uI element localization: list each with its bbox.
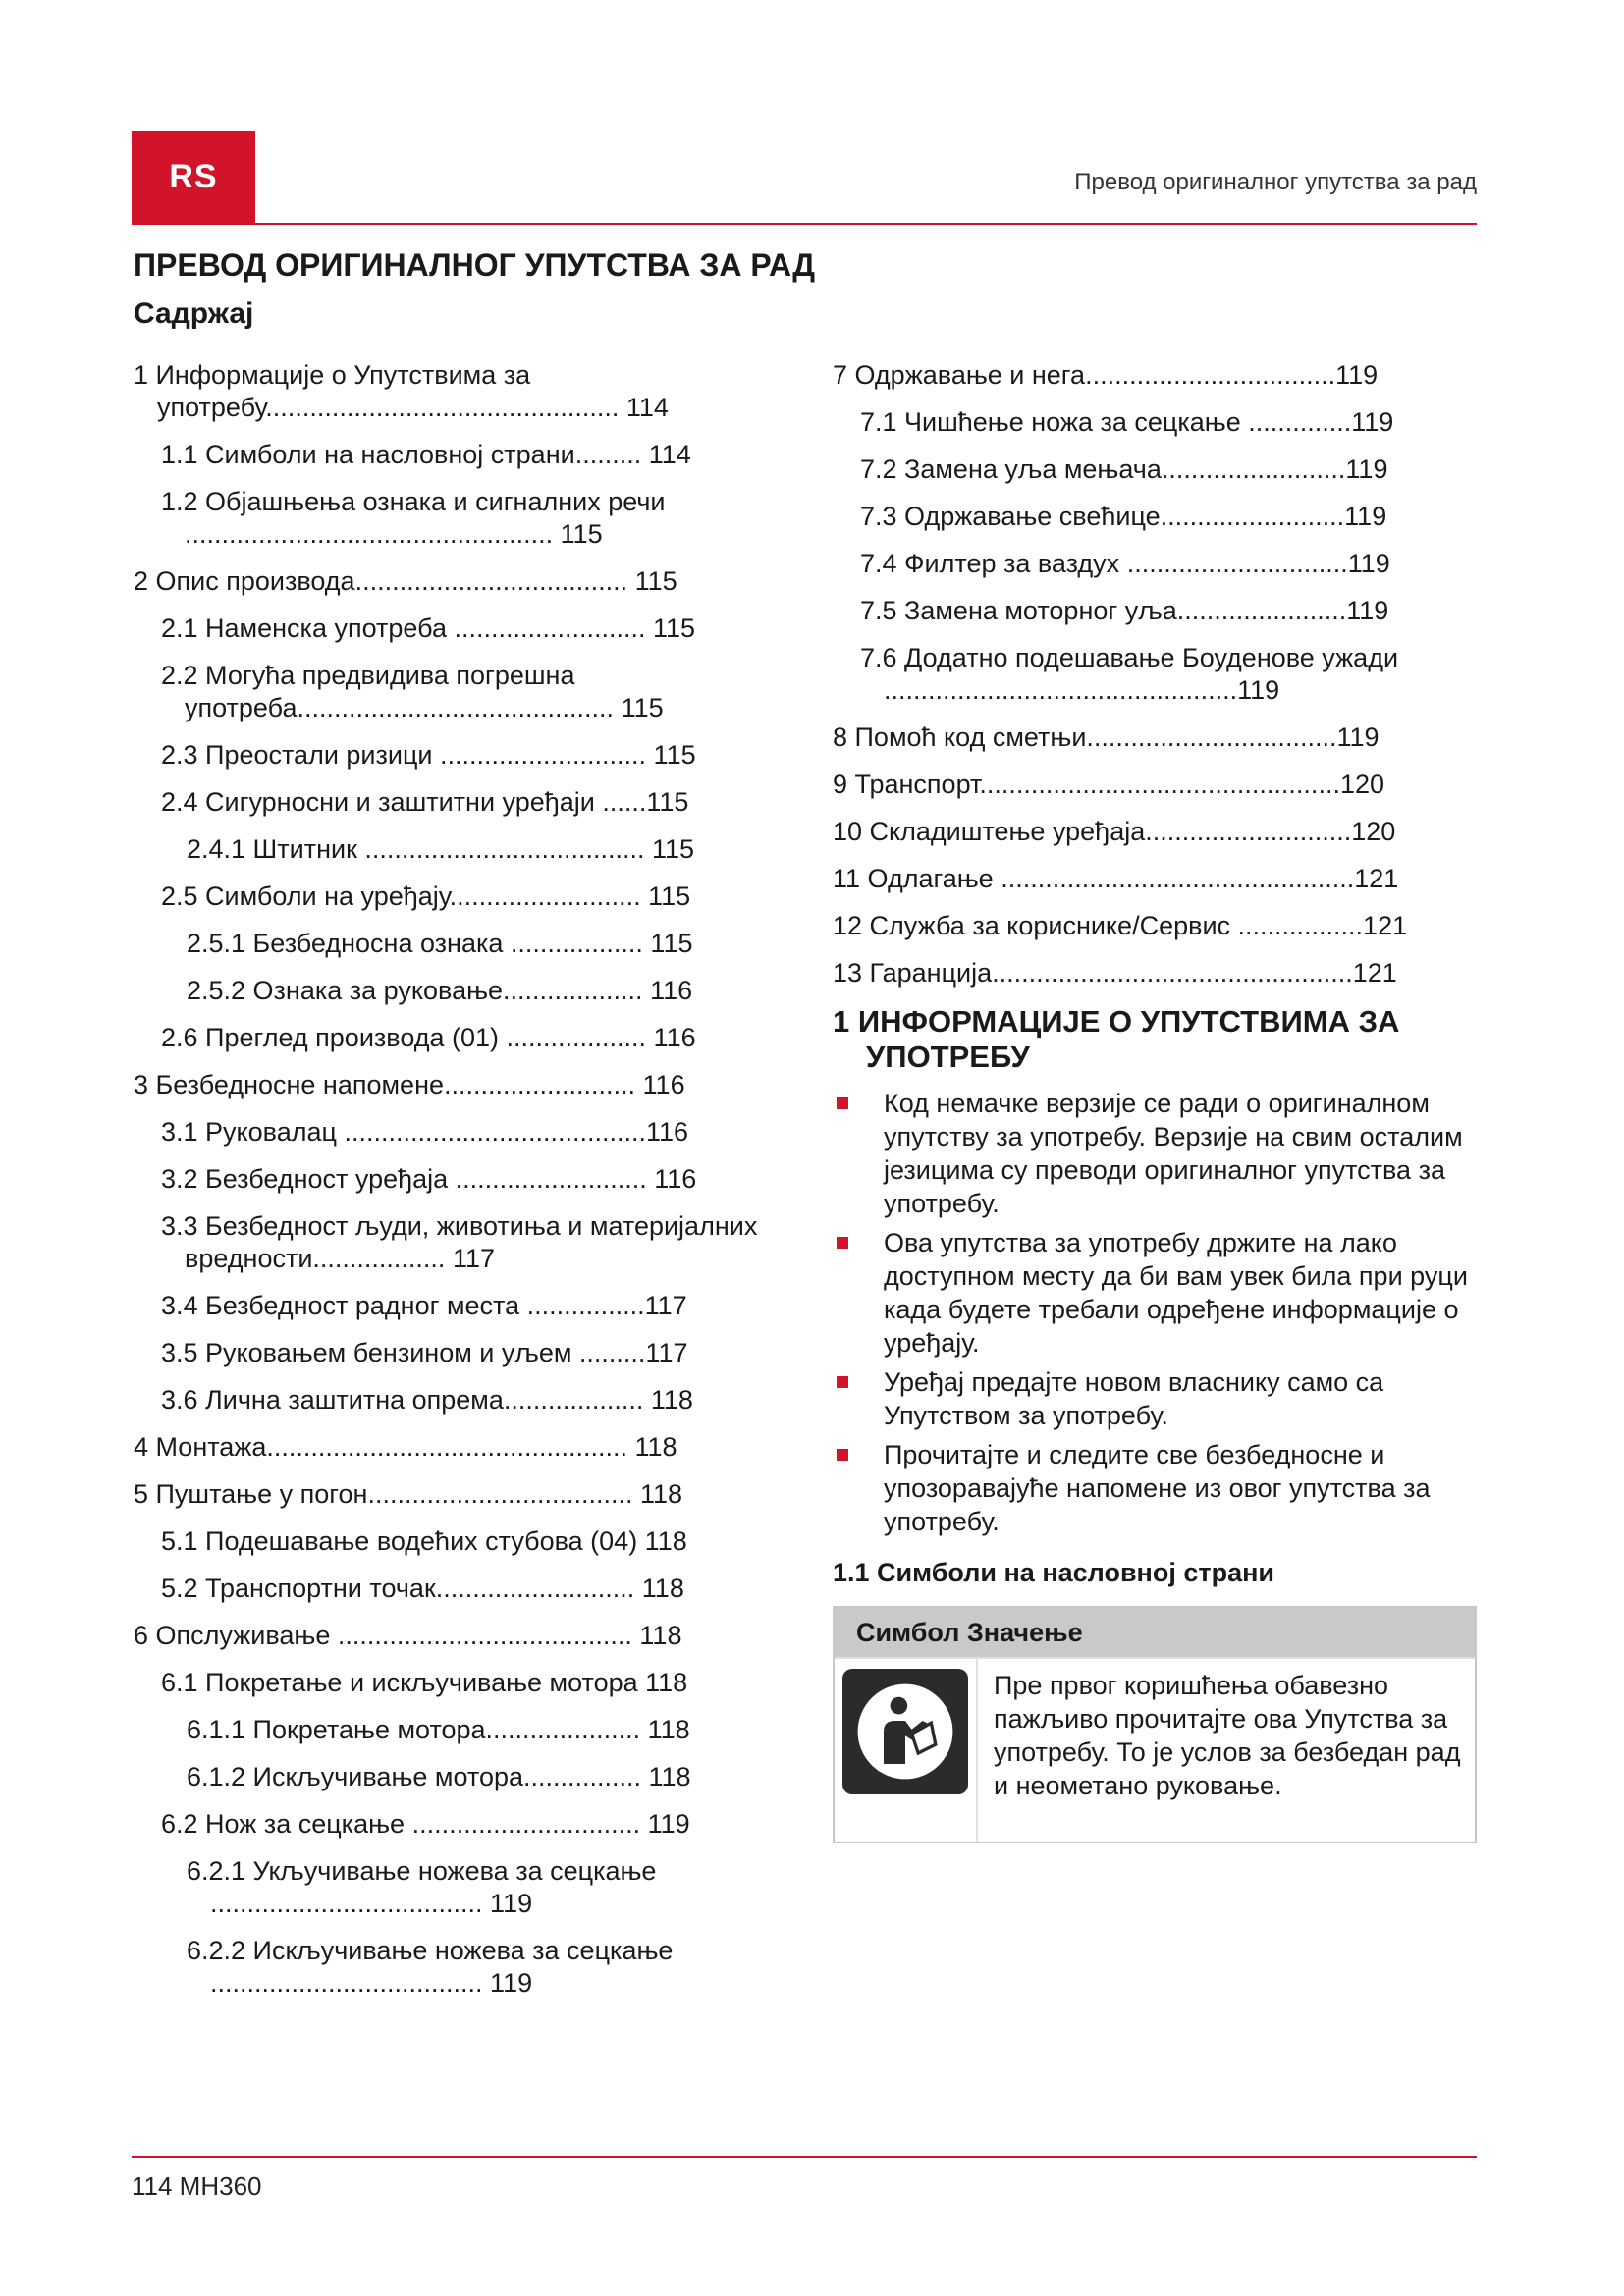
symbol-meaning: Пре првог коришћења обавезно пажљиво прочитајте ова Упутства за употребу. То је услов за безбедан рад и неометано руковање. — [994, 1671, 1461, 1800]
toc-entry[interactable]: 3.2 Безбедност уређаја .......................... 116 — [161, 1164, 697, 1194]
toc-entry[interactable]: 6.2.1 Укључивање ножева за сецкање ..................................... 119 — [187, 1856, 657, 1918]
toc-entry[interactable]: 6.1 Покретање и искључивање мотора 118 — [161, 1668, 688, 1697]
toc-entry[interactable]: 6.1.1 Покретање мотора..................... 118 — [187, 1715, 690, 1744]
section-1-bullets — [833, 1087, 1477, 1538]
toc-entry[interactable]: 7 Одржавање и нега..................................119 — [833, 360, 1379, 390]
toc-entry[interactable]: 3.4 Безбедност радног места ................117 — [161, 1291, 687, 1320]
symbol-table — [833, 1606, 1477, 1843]
read-manual-icon — [842, 1669, 968, 1794]
bullet-item: Уређај предајте новом власнику само са Упутством за употребу. — [833, 1365, 1477, 1432]
toc-entry[interactable]: 7.6 Додатно подешавање Боуденове ужади ................................................119 — [860, 643, 1399, 705]
toc-entry[interactable]: 2.5.2 Ознака за руковање................... 116 — [187, 976, 693, 1005]
toc-entry[interactable]: 2 Опис производа..................................... 115 — [134, 566, 677, 596]
toc-entry[interactable]: 1.1 Симболи на насловној страни......... 114 — [161, 440, 691, 469]
toc-list-left — [134, 359, 782, 2000]
bullet-item: Прочитајте и следите све безбедносне и упозоравајуће напомене из овог упутства за употребу. — [833, 1438, 1477, 1538]
toc-entry[interactable]: 3.3 Безбедност људи, животиња и материјалних вредности.................. 117 — [161, 1211, 758, 1273]
toc-entry[interactable]: 7.3 Одржавање свећице.........................119 — [860, 502, 1387, 531]
toc-entry[interactable]: 8 Помоћ код сметњи..................................119 — [833, 722, 1380, 752]
page-footer: 114 MH360 — [132, 2171, 262, 2201]
toc-entry[interactable]: 2.5 Симболи на уређају.......................... 115 — [161, 881, 691, 911]
page-title: ПРЕВОД ОРИГИНАЛНОГ УПУТСТВА ЗА РАД — [134, 247, 816, 283]
symbol-cell — [835, 1659, 978, 1842]
toc-entry[interactable]: 10 Складиштење уређаја............................120 — [833, 817, 1396, 846]
language-badge: RS — [132, 131, 255, 223]
symbol-table-header: Симбол Значење — [835, 1608, 1475, 1657]
toc-entry[interactable]: 5 Пуштање у погон.................................... 118 — [134, 1479, 683, 1509]
header-divider — [132, 223, 1477, 225]
toc-entry[interactable]: 6.2 Нож за сецкање ............................... 119 — [161, 1809, 690, 1839]
toc-list-right — [833, 359, 1477, 989]
toc-entry[interactable]: 7.2 Замена уља мењача.........................119 — [860, 454, 1388, 484]
toc-entry[interactable]: 2.3 Преостали ризици ............................ 115 — [161, 740, 696, 770]
toc-entry[interactable]: 6.2.2 Искључивање ножева за сецкање ..................................... 119 — [187, 1936, 674, 1998]
toc-heading: Садржај — [134, 297, 254, 330]
toc-entry[interactable]: 3 Безбедносне напомене.......................... 116 — [134, 1070, 685, 1099]
running-header-title: Превод оригиналног упутства за рад — [1074, 169, 1477, 195]
toc-entry[interactable]: 6.1.2 Искључивање мотора................ 118 — [187, 1762, 691, 1791]
toc-entry[interactable]: 13 Гаранција.................................................121 — [833, 958, 1397, 988]
toc-entry[interactable]: 6 Опслуживање ........................................ 118 — [134, 1621, 682, 1650]
footer-divider — [132, 2156, 1477, 2158]
toc-entry[interactable]: 11 Одлагање ................................................121 — [833, 864, 1399, 893]
toc-entry[interactable]: 1 Информације о Упутствима за употребу................................................ 114 — [134, 360, 669, 422]
toc-entry[interactable]: 2.4 Сигурносни и заштитни уређаји ......115 — [161, 787, 689, 817]
bullet-item: Ова упутства за употребу држите на лако доступном месту да би вам увек била при руци када будете требали одређене информације о уређају. — [833, 1226, 1477, 1360]
toc-entry[interactable]: 1.2 Објашњења ознака и сигналних речи .................................................. 115 — [161, 487, 666, 549]
toc-entry[interactable]: 9 Транспорт.................................................120 — [833, 770, 1384, 799]
toc-entry[interactable]: 2.4.1 Штитник ...................................... 115 — [187, 834, 695, 864]
toc-entry[interactable]: 7.5 Замена моторног уља.......................119 — [860, 596, 1389, 625]
toc-entry[interactable]: 3.6 Лична заштитна опрема................... 118 — [161, 1385, 693, 1415]
toc-entry[interactable]: 2.5.1 Безбедносна ознака .................. 115 — [187, 929, 693, 958]
toc-entry[interactable]: 5.1 Подешавање водећих стубова (04) 118 — [161, 1526, 687, 1556]
section-1-1-heading: 1.1 Симболи на насловној страни — [833, 1558, 1275, 1587]
toc-entry[interactable]: 2.1 Наменска употреба .......................... 115 — [161, 614, 696, 643]
toc-entry[interactable]: 2.2 Могућа предвидива погрешна употреба........................................... 115 — [161, 661, 664, 722]
symbol-table-row — [835, 1657, 1475, 1842]
toc-entry[interactable]: 7.1 Чишћење ножа за сецкање ..............119 — [860, 407, 1394, 437]
left-column — [134, 359, 782, 2014]
toc-entry[interactable]: 2.6 Преглед производа (01) ................... 116 — [161, 1023, 696, 1052]
toc-entry[interactable]: 3.5 Руковањем бензином и уљем .........117 — [161, 1338, 688, 1367]
bullet-item: Код немачке верзије се ради о оригиналном упутству за употребу. Верзије на свим осталим језицима су преводи оригиналног упутства за употребу. — [833, 1087, 1477, 1220]
toc-entry[interactable]: 5.2 Транспортни точак........................... 118 — [161, 1574, 684, 1603]
toc-entry[interactable]: 12 Служба за кориснике/Сервис .................121 — [833, 911, 1408, 940]
toc-entry[interactable]: 7.4 Филтер за ваздух ..............................119 — [860, 549, 1390, 578]
section-1-heading: 1 ИНФОРМАЦИЈЕ О УПУТСТВИМА ЗА УПОТРЕБУ — [833, 1004, 1400, 1074]
toc-entry[interactable]: 3.1 Руковалац .........................................116 — [161, 1117, 689, 1147]
right-column — [833, 359, 1477, 1843]
toc-entry[interactable]: 4 Монтажа................................................. 118 — [134, 1432, 677, 1462]
